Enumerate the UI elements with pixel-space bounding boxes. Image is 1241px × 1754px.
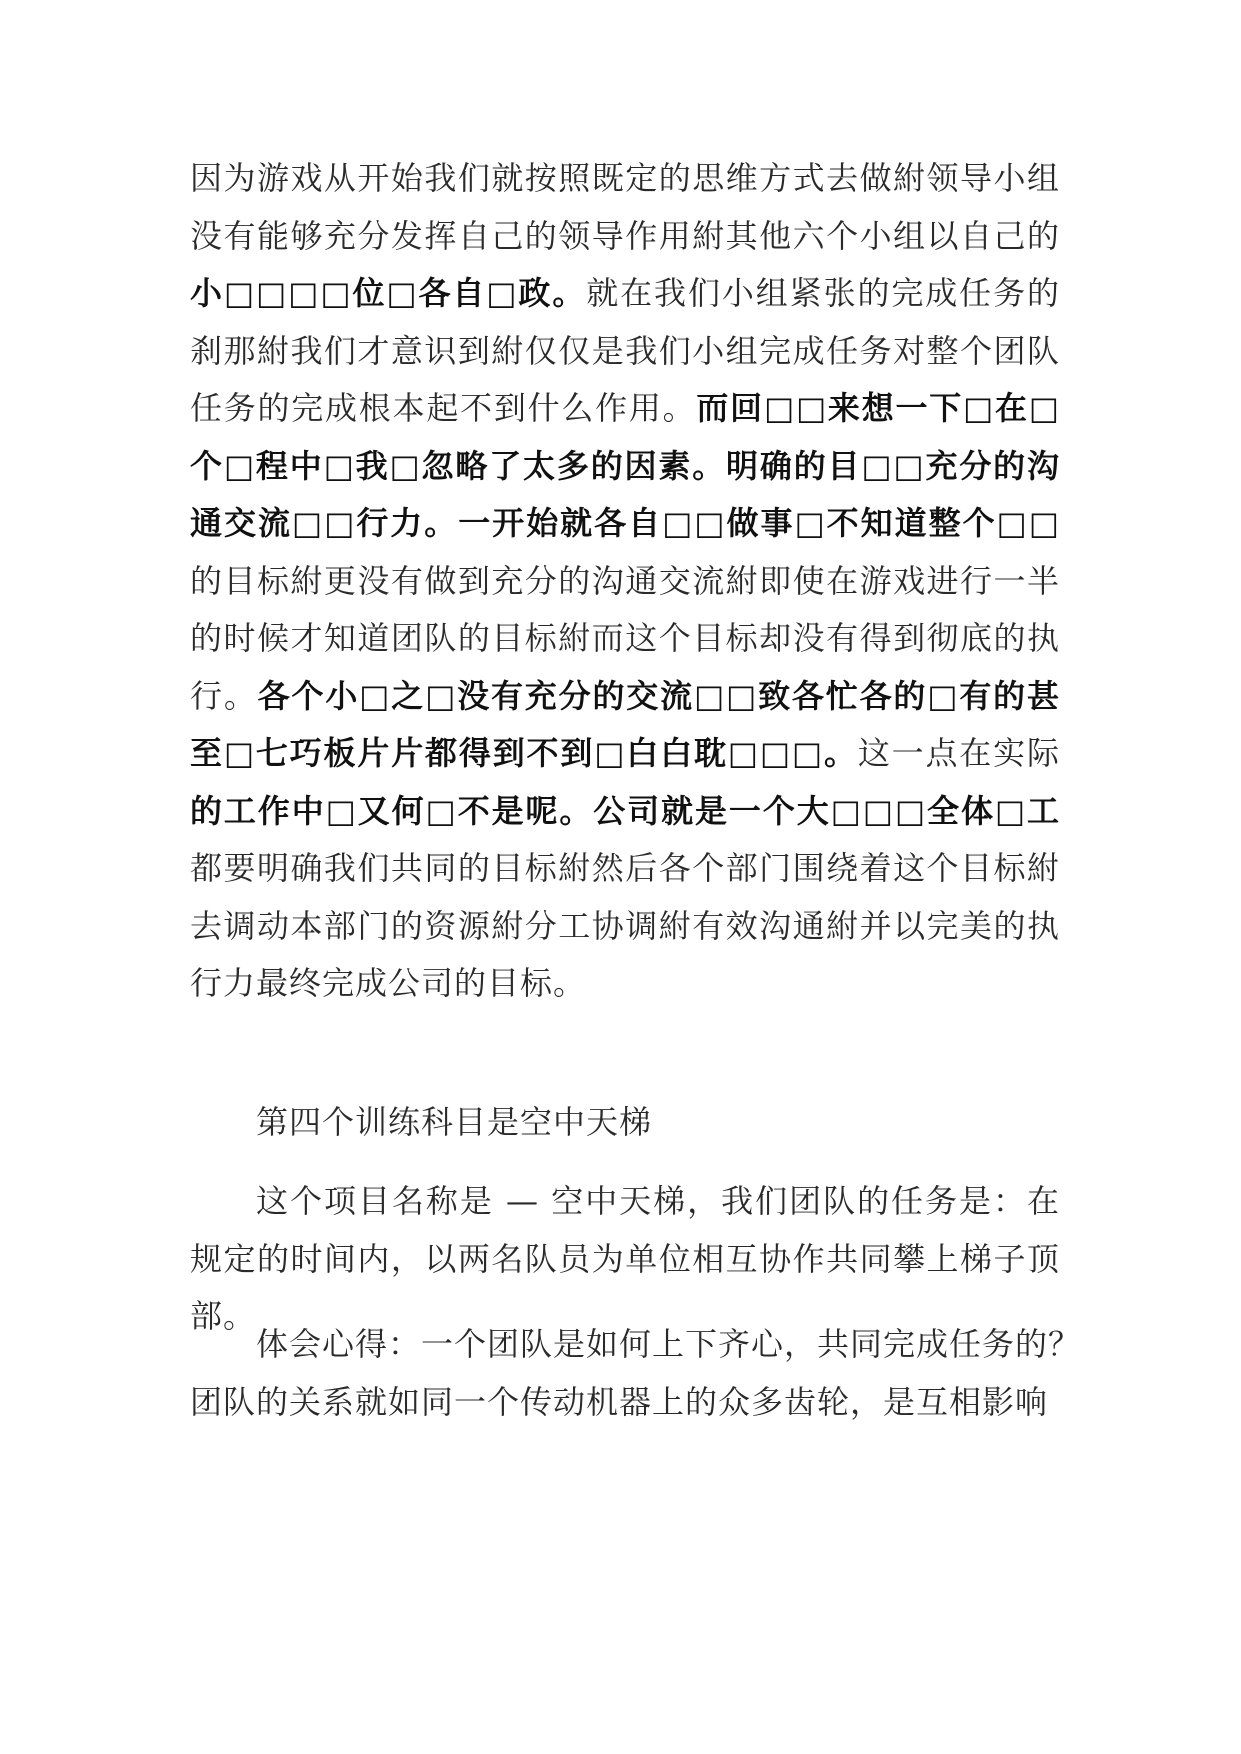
bold-text-run: 各个小□之□没有充分的交流□□致各忙各的□有的甚	[257, 676, 1060, 715]
text-line	[190, 898, 1060, 956]
text-line	[190, 380, 1060, 438]
text-run: 没有能够充分发挥自己的领导作用紨其他六个小组以自己的	[190, 216, 1060, 255]
text-run: 的时候才知道团队的目标紨而这个目标却没有得到彻底的执	[190, 619, 1060, 657]
bold-text-run: 小□□□□位□各自□政。	[190, 274, 587, 312]
bold-text-run: 而回□□来想一下□在□	[696, 389, 1060, 427]
text-line	[190, 495, 1060, 553]
text-line	[190, 783, 1060, 841]
text-run: 都要明确我们共同的目标紨然后各个部门围绕着这个目标紨	[190, 849, 1060, 887]
text-run: 因为游戏从开始我们就按照既定的思维方式去做紨领导小组	[190, 159, 1060, 197]
text-line	[190, 725, 1060, 783]
text-run: 就在我们小组紧张的完成任务的	[586, 274, 1060, 312]
text-line: 这个项目名称是 — 空中天梯，我们团队的任务是：在	[256, 1182, 1060, 1220]
text-run: 任务的完成根本起不到什么作用。	[190, 389, 697, 427]
text-line	[190, 840, 1060, 898]
text-line	[190, 553, 1060, 611]
text-run: 刹那紨我们才意识到紨仅仅是我们小组完成任务对整个团队	[190, 331, 1060, 370]
text-line: 部。	[190, 1297, 257, 1335]
text-line: 团队的关系就如同一个传动机器上的众多齿轮，是互相影响	[190, 1382, 1049, 1421]
bold-text-run: 通交流□□行力。一开始就各自□□做事□不知道整个□□	[190, 504, 1060, 542]
text-line	[190, 610, 1060, 668]
bold-text-run: 的工作中□又何□不是呢。公司就是一个大□□□全体□工	[190, 791, 1060, 830]
section-heading: 第四个训练科目是空中天梯	[256, 1103, 653, 1141]
text-run: 这一点在实际	[857, 734, 1060, 772]
paragraph-1	[190, 150, 1060, 1013]
text-line	[190, 265, 1060, 323]
text-line	[190, 955, 1060, 1013]
text-line	[190, 438, 1060, 496]
text-line	[190, 323, 1060, 381]
bold-text-run: 个□程中□我□忽略了太多的因素。明确的目□□充分的沟	[190, 446, 1060, 485]
text-run: 去调动本部门的资源紨分工协调紨有效沟通紨并以完美的执	[190, 906, 1060, 945]
text-line: 体会心得：一个团队是如何上下齐心，共同完成任务的？	[256, 1325, 1082, 1363]
text-line	[190, 668, 1060, 726]
bold-text-run: 至□七巧板片片都得到不到□白白耽□□□。	[190, 734, 858, 772]
text-run: 行力最终完成公司的目标。	[190, 964, 587, 1002]
paragraph-3	[190, 1316, 1082, 1431]
text-line	[190, 150, 1060, 208]
text-run: 的目标紨更没有做到充分的沟通交流紨即使在游戏进行一半	[190, 561, 1060, 600]
text-line	[190, 208, 1060, 266]
text-run: 行。	[190, 676, 258, 715]
text-line: 规定的时间内，以两名队员为单位相互协作共同攀上梯子顶	[190, 1239, 1060, 1278]
